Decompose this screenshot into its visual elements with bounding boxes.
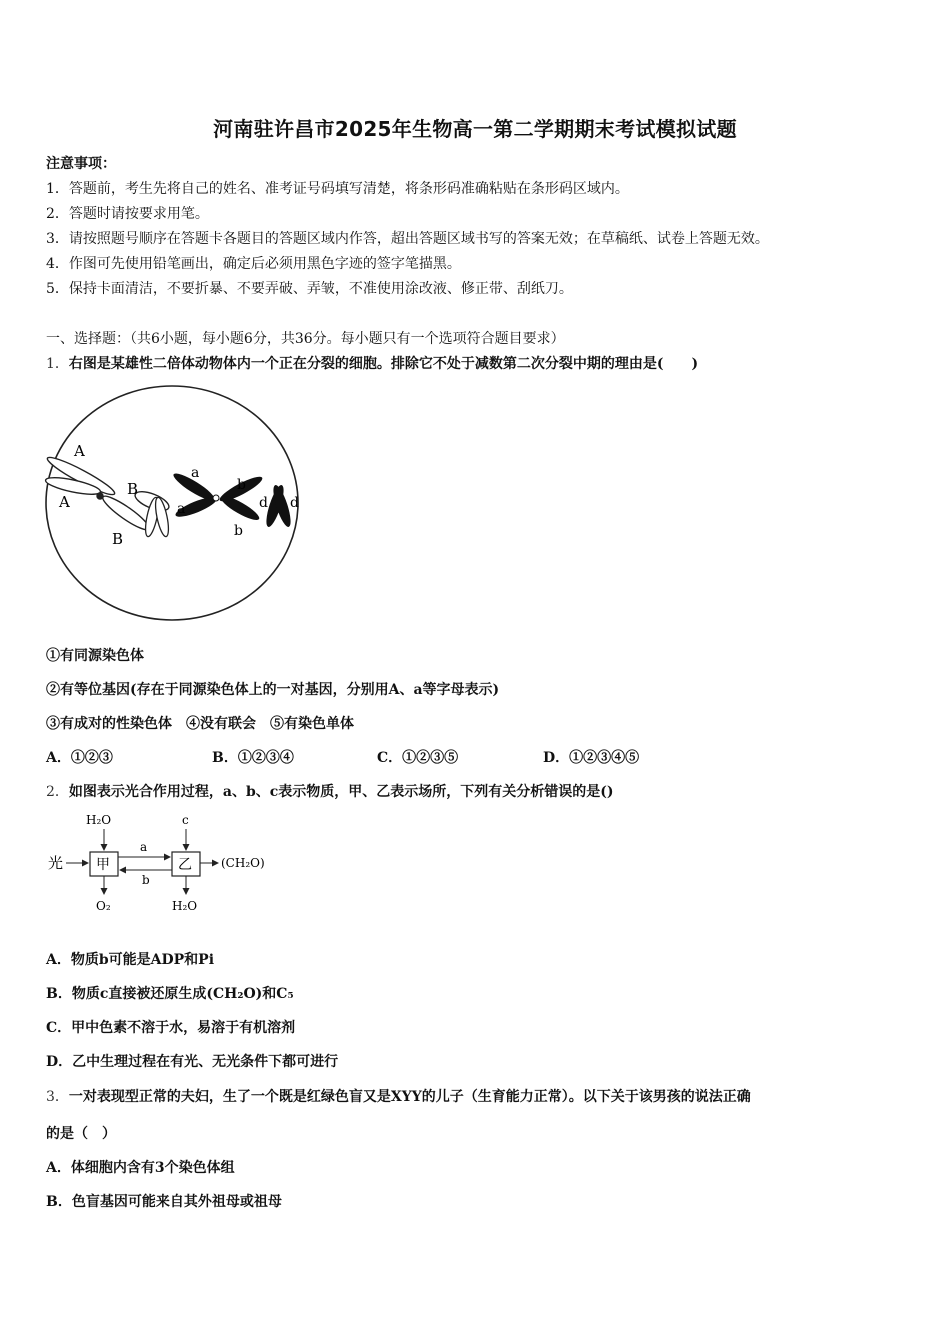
gene-label: d	[259, 495, 268, 511]
gene-label: B	[112, 530, 124, 548]
gene-label: a	[177, 501, 186, 517]
option-d[interactable]: D．①②③④⑤	[543, 750, 640, 766]
substance-b-label: b	[142, 873, 150, 887]
notice-item: 4．作图可先使用铅笔画出，确定后必须用黑色字迹的签字笔描黑。	[46, 256, 461, 272]
question-text: 一对表现型正常的夫妇，生了一个既是红绿色盲又是XYY的儿子（生育能力正常）。以下关于该男孩的说法正确	[68, 1089, 751, 1105]
option-a[interactable]: A．物质b可能是ADP和Pi	[46, 952, 215, 968]
notice-item: 3．请按照题号顺序在答题卡各题目的答题区域内作答，超出答题区域书写的答案无效；在草稿纸、试卷上答题无效。	[46, 231, 769, 247]
question-3-stem	[46, 1086, 751, 1106]
option-b[interactable]: B．①②③④	[212, 750, 294, 766]
o2-label: O₂	[96, 899, 111, 913]
section-heading: 一、选择题：（共6小题，每小题6分，共36分。每小题只有一个选项符合题目要求）	[46, 331, 565, 347]
page-title: 河南驻许昌市2025年生物高一第二学期期末考试模拟试题	[213, 117, 737, 141]
gene-label: A	[74, 442, 85, 460]
option-c[interactable]: C．①②③⑤	[377, 750, 459, 766]
gene-label: a	[191, 465, 200, 481]
gene-label: b	[237, 477, 246, 493]
light-label: 光	[48, 854, 64, 872]
question-number: 1．	[46, 356, 69, 372]
option-b[interactable]: B．色盲基因可能来自其外祖母或祖母	[46, 1194, 282, 1210]
option-a[interactable]: A．体细胞内含有3个染色体组	[46, 1160, 235, 1176]
statement: ①有同源染色体	[46, 648, 144, 664]
gene-label: B	[127, 480, 139, 498]
substance-a-label: a	[140, 840, 148, 854]
option-d[interactable]: D．乙中生理过程在有光、无光条件下都可进行	[46, 1054, 339, 1070]
question-number: 3．	[46, 1089, 69, 1105]
question-2-stem	[46, 781, 614, 801]
question-1-stem	[46, 353, 698, 373]
notice-item: 2．答题时请按要求用笔。	[46, 206, 209, 222]
statement: ②有等位基因(存在于同源染色体上的一对基因，分别用A、a等字母表示)	[46, 682, 500, 698]
question-text: 右图是某雄性二倍体动物体内一个正在分裂的细胞。排除它不处于减数第二次分裂中期的理由是( )	[68, 356, 699, 372]
gene-label: b	[234, 523, 243, 539]
option-c[interactable]: C．甲中色素不溶于水，易溶于有机溶剂	[46, 1020, 296, 1036]
option-b[interactable]: B．物质c直接被还原生成(CH₂O)和C₅	[46, 986, 294, 1002]
h2o-top-label: H₂O	[86, 813, 112, 827]
question-number: 2．	[46, 784, 69, 800]
cell-division-figure	[44, 383, 306, 628]
statement: ③有成对的性染色体 ④没有联会 ⑤有染色单体	[46, 716, 354, 732]
question-text: 如图表示光合作用过程，a、b、c表示物质，甲、乙表示场所，下列有关分析错误的是()	[68, 784, 614, 800]
h2o-bottom-label: H₂O	[172, 899, 198, 913]
option-a[interactable]: A．①②③	[46, 750, 113, 766]
gene-label: d	[290, 495, 299, 511]
notice-item: 5．保持卡面清洁，不要折暴、不要弄破、弄皱，不准使用涂改液、修正带、刮纸刀。	[46, 281, 573, 297]
photosynthesis-diagram	[44, 810, 284, 918]
gene-label: A	[59, 493, 70, 511]
yi-label: 乙	[178, 857, 192, 873]
notice-heading: 注意事项：	[46, 156, 116, 172]
substance-c-label: c	[182, 813, 189, 827]
notice-item: 1．答题前，考生先将自己的姓名、准考证号码填写清楚，将条形码准确粘贴在条形码区域内。	[46, 181, 629, 197]
jia-label: 甲	[96, 857, 110, 873]
question-3-stem-cont: 的是（ ）	[46, 1126, 116, 1142]
ch2o-label: (CH₂O)	[221, 856, 265, 870]
